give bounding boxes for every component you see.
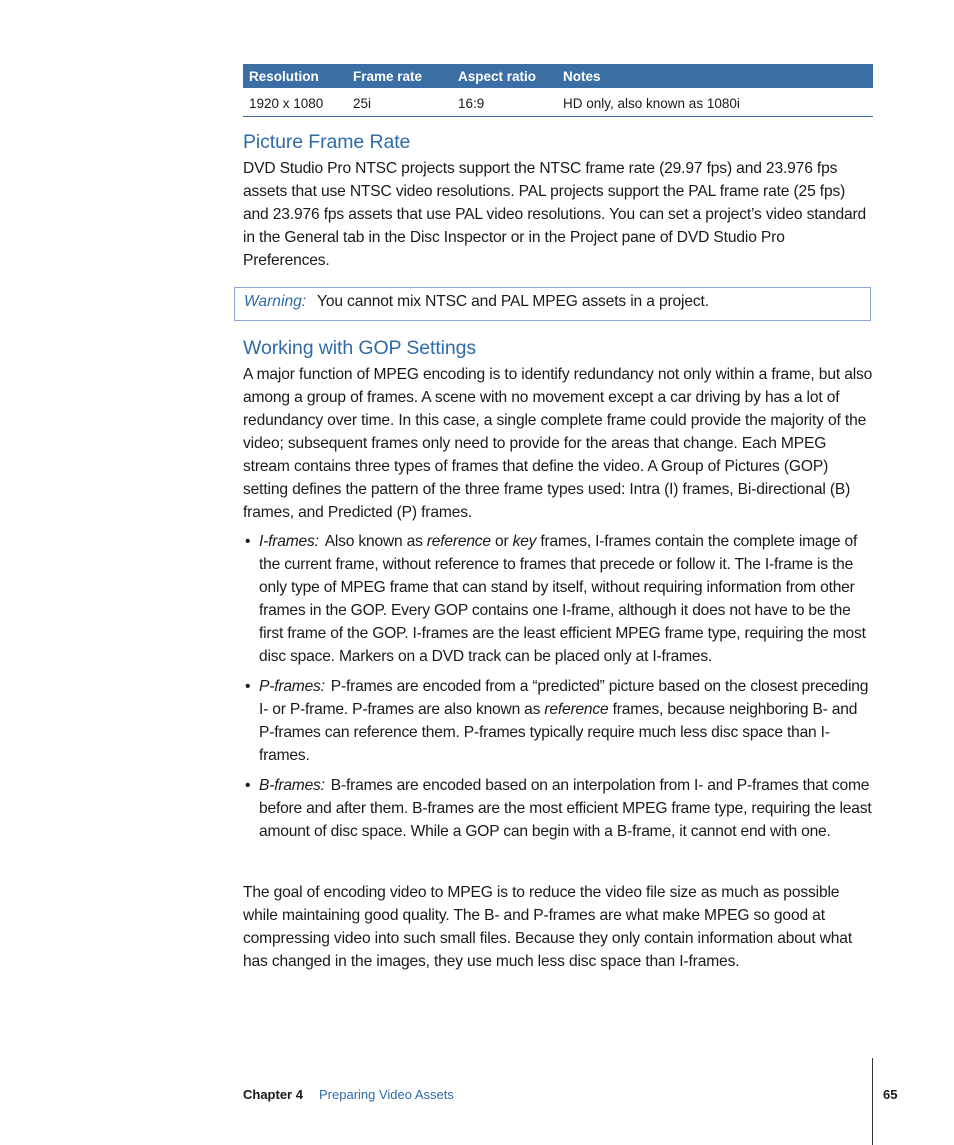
- list-text: frames, I-frames contain the complete image of the current frame, without reference to frames that precede or follow it. The I-frame is the only type of MPEG frame that can stand by itself, without requiring information from other frames in the GOP. Every GOP contains one I-frame, although it does not have to be the first frame of the GOP. I-frames are the least efficient MPEG frame type, requiring the most disc space. Markers on a DVD track can be placed only at I-frames.: [259, 533, 866, 665]
- section-heading-picture-frame-rate: Picture Frame Rate: [243, 131, 411, 153]
- emphasis-key: key: [512, 533, 537, 550]
- bullet-mark: •: [245, 533, 251, 550]
- bullet-mark: •: [245, 678, 251, 695]
- table-header-row: [243, 64, 873, 89]
- term-p-frames: P-frames:: [259, 678, 325, 695]
- table-cell: 16:9: [452, 89, 557, 117]
- warning-box: [234, 287, 871, 321]
- list-text: or: [490, 533, 513, 550]
- page-number: 65: [883, 1087, 898, 1102]
- term-i-frames: I-frames:: [259, 533, 319, 550]
- warning-text: You cannot mix NTSC and PAL MPEG assets in a project.: [317, 293, 709, 310]
- list-item-b-frames: [243, 774, 873, 843]
- list-text: B-frames are encoded based on an interpolation from I- and P-frames that come before and after them. B-frames are the most efficient MPEG frame type, requiring the least amount of disc space. While a GOP can begin with a B-frame, it cannot end with one.: [259, 777, 872, 840]
- resolution-table: [243, 64, 873, 117]
- section-heading-gop-settings: Working with GOP Settings: [243, 337, 477, 359]
- term-b-frames: B-frames:: [259, 777, 325, 794]
- closing-paragraph: The goal of encoding video to MPEG is to reduce the video file size as much as possible while maintaining good quality. The B- and P-frames are what make MPEG so good at compressing video into such small files. Because they only contain information about what has changed in the images, they use much less disc space than I-frames.: [243, 884, 852, 970]
- emphasis-reference: reference: [426, 533, 491, 550]
- list-text: frames, because neighboring B- and P-frames can reference them. P-frames typically require much less disc space than I-frames.: [259, 701, 858, 764]
- table-header-frame-rate: Frame rate: [347, 64, 452, 89]
- footer-divider: [872, 1058, 873, 1145]
- section-body-gop-settings: A major function of MPEG encoding is to identify redundancy not only within a frame, but also among a group of frames. A scene with no movement except a car driving by has a lot of redundancy over time. In this case, a single complete frame could provide the majority of the video; subsequent frames only need to provide for the areas that change. Each MPEG stream contains three types of frames that define the video. A Group of Pictures (GOP) setting defines the pattern of the three frame types used: Intra (I) frames, Bi-directional (B) frames, and Predicted (P) frames.: [243, 366, 873, 521]
- table-header-aspect-ratio: Aspect ratio: [452, 64, 557, 89]
- bullet-mark: •: [245, 777, 251, 794]
- footer-chapter-title: Preparing Video Assets: [319, 1087, 454, 1102]
- list-item-p-frames: [243, 675, 873, 767]
- warning-label: Warning:: [244, 293, 307, 310]
- table-cell: 25i: [347, 89, 452, 117]
- footer-chapter: Chapter 4: [243, 1087, 303, 1102]
- emphasis-reference: reference: [544, 701, 609, 718]
- list-item-i-frames: [243, 530, 873, 668]
- frame-type-list: [243, 530, 873, 850]
- table-cell: 1920 x 1080: [243, 89, 347, 117]
- table-cell: HD only, also known as 1080i: [557, 89, 873, 117]
- table-header-notes: Notes: [557, 64, 873, 89]
- table-header-resolution: Resolution: [243, 64, 347, 89]
- list-text: P-frames are encoded from a “predicted” picture based on the closest preceding I- or P-frame. P-frames are also known as: [259, 678, 869, 718]
- list-text: Also known as: [324, 533, 427, 550]
- table-row: [243, 89, 873, 117]
- section-body-picture-frame-rate: DVD Studio Pro NTSC projects support the NTSC frame rate (29.97 fps) and 23.976 fps assets that use NTSC video resolutions. PAL projects support the PAL frame rate (25 fps) and 23.976 fps assets that use PAL video resolutions. You can set a project’s video standard in the General tab in the Disc Inspector or in the Project pane of DVD Studio Pro Preferences.: [243, 160, 867, 269]
